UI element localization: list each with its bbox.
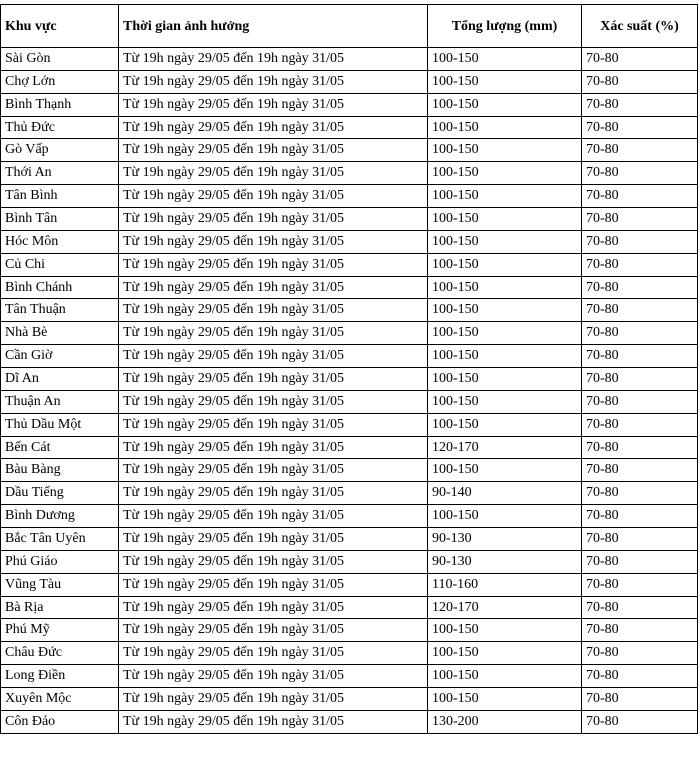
cell-probability: 70-80	[582, 139, 698, 162]
cell-area: Bắc Tân Uyên	[1, 528, 119, 551]
cell-total: 130-200	[428, 710, 582, 733]
cell-total: 100-150	[428, 116, 582, 139]
cell-total: 100-150	[428, 642, 582, 665]
cell-total: 100-150	[428, 162, 582, 185]
cell-area: Cần Giờ	[1, 345, 119, 368]
cell-total: 100-150	[428, 688, 582, 711]
cell-time: Từ 19h ngày 29/05 đến 19h ngày 31/05	[119, 642, 428, 665]
table-row	[1, 162, 698, 185]
table-row	[1, 322, 698, 345]
table-row	[1, 253, 698, 276]
cell-probability: 70-80	[582, 505, 698, 528]
cell-total: 100-150	[428, 48, 582, 71]
cell-total: 100-150	[428, 276, 582, 299]
cell-area: Phú Giáo	[1, 550, 119, 573]
cell-area: Xuyên Mộc	[1, 688, 119, 711]
table-row	[1, 573, 698, 596]
cell-probability: 70-80	[582, 345, 698, 368]
cell-total: 100-150	[428, 505, 582, 528]
cell-probability: 70-80	[582, 93, 698, 116]
cell-total: 100-150	[428, 459, 582, 482]
cell-area: Tân Thuận	[1, 299, 119, 322]
table-row	[1, 459, 698, 482]
cell-area: Phú Mỹ	[1, 619, 119, 642]
cell-area: Củ Chi	[1, 253, 119, 276]
cell-time: Từ 19h ngày 29/05 đến 19h ngày 31/05	[119, 505, 428, 528]
cell-time: Từ 19h ngày 29/05 đến 19h ngày 31/05	[119, 208, 428, 231]
cell-time: Từ 19h ngày 29/05 đến 19h ngày 31/05	[119, 459, 428, 482]
table-row	[1, 139, 698, 162]
cell-probability: 70-80	[582, 116, 698, 139]
cell-time: Từ 19h ngày 29/05 đến 19h ngày 31/05	[119, 528, 428, 551]
cell-area: Bến Cát	[1, 436, 119, 459]
cell-area: Long Điền	[1, 665, 119, 688]
header-probability: Xác suất (%)	[582, 5, 698, 48]
cell-total: 90-140	[428, 482, 582, 505]
cell-time: Từ 19h ngày 29/05 đến 19h ngày 31/05	[119, 93, 428, 116]
table-row	[1, 710, 698, 733]
cell-area: Dầu Tiếng	[1, 482, 119, 505]
cell-probability: 70-80	[582, 665, 698, 688]
cell-time: Từ 19h ngày 29/05 đến 19h ngày 31/05	[119, 436, 428, 459]
cell-area: Thới An	[1, 162, 119, 185]
cell-total: 100-150	[428, 345, 582, 368]
cell-total: 110-160	[428, 573, 582, 596]
table-row	[1, 276, 698, 299]
cell-time: Từ 19h ngày 29/05 đến 19h ngày 31/05	[119, 116, 428, 139]
cell-time: Từ 19h ngày 29/05 đến 19h ngày 31/05	[119, 688, 428, 711]
table-row	[1, 413, 698, 436]
header-total: Tổng lượng (mm)	[428, 5, 582, 48]
cell-probability: 70-80	[582, 276, 698, 299]
table-row	[1, 345, 698, 368]
cell-area: Nhà Bè	[1, 322, 119, 345]
cell-probability: 70-80	[582, 368, 698, 391]
table-row	[1, 619, 698, 642]
cell-area: Thủ Đức	[1, 116, 119, 139]
cell-time: Từ 19h ngày 29/05 đến 19h ngày 31/05	[119, 70, 428, 93]
cell-probability: 70-80	[582, 528, 698, 551]
rainfall-table	[0, 4, 698, 734]
cell-time: Từ 19h ngày 29/05 đến 19h ngày 31/05	[119, 322, 428, 345]
table-row	[1, 116, 698, 139]
table-row	[1, 185, 698, 208]
cell-total: 100-150	[428, 185, 582, 208]
cell-probability: 70-80	[582, 688, 698, 711]
cell-probability: 70-80	[582, 436, 698, 459]
cell-area: Bình Chánh	[1, 276, 119, 299]
cell-total: 100-150	[428, 70, 582, 93]
cell-area: Bình Dương	[1, 505, 119, 528]
table-row	[1, 368, 698, 391]
cell-total: 100-150	[428, 299, 582, 322]
cell-total: 100-150	[428, 665, 582, 688]
table-row	[1, 482, 698, 505]
cell-area: Bàu Bàng	[1, 459, 119, 482]
cell-probability: 70-80	[582, 70, 698, 93]
cell-total: 100-150	[428, 390, 582, 413]
table-row	[1, 93, 698, 116]
cell-probability: 70-80	[582, 482, 698, 505]
cell-time: Từ 19h ngày 29/05 đến 19h ngày 31/05	[119, 550, 428, 573]
cell-area: Côn Đảo	[1, 710, 119, 733]
cell-probability: 70-80	[582, 322, 698, 345]
cell-probability: 70-80	[582, 162, 698, 185]
cell-total: 100-150	[428, 413, 582, 436]
cell-time: Từ 19h ngày 29/05 đến 19h ngày 31/05	[119, 139, 428, 162]
cell-time: Từ 19h ngày 29/05 đến 19h ngày 31/05	[119, 345, 428, 368]
cell-area: Chợ Lớn	[1, 70, 119, 93]
cell-area: Bình Tân	[1, 208, 119, 231]
cell-probability: 70-80	[582, 642, 698, 665]
cell-time: Từ 19h ngày 29/05 đến 19h ngày 31/05	[119, 276, 428, 299]
table-row	[1, 230, 698, 253]
table-row	[1, 70, 698, 93]
cell-total: 100-150	[428, 322, 582, 345]
cell-time: Từ 19h ngày 29/05 đến 19h ngày 31/05	[119, 368, 428, 391]
cell-area: Dĩ An	[1, 368, 119, 391]
cell-probability: 70-80	[582, 230, 698, 253]
cell-probability: 70-80	[582, 710, 698, 733]
cell-time: Từ 19h ngày 29/05 đến 19h ngày 31/05	[119, 710, 428, 733]
cell-probability: 70-80	[582, 573, 698, 596]
cell-probability: 70-80	[582, 299, 698, 322]
cell-area: Tân Bình	[1, 185, 119, 208]
table-row	[1, 390, 698, 413]
cell-time: Từ 19h ngày 29/05 đến 19h ngày 31/05	[119, 573, 428, 596]
cell-probability: 70-80	[582, 550, 698, 573]
cell-area: Thuận An	[1, 390, 119, 413]
table-row	[1, 528, 698, 551]
cell-time: Từ 19h ngày 29/05 đến 19h ngày 31/05	[119, 482, 428, 505]
cell-probability: 70-80	[582, 413, 698, 436]
cell-total: 100-150	[428, 253, 582, 276]
cell-total: 100-150	[428, 139, 582, 162]
table-row	[1, 299, 698, 322]
cell-time: Từ 19h ngày 29/05 đến 19h ngày 31/05	[119, 390, 428, 413]
cell-time: Từ 19h ngày 29/05 đến 19h ngày 31/05	[119, 230, 428, 253]
cell-time: Từ 19h ngày 29/05 đến 19h ngày 31/05	[119, 48, 428, 71]
table-row	[1, 550, 698, 573]
header-time: Thời gian ảnh hưởng	[119, 5, 428, 48]
cell-total: 100-150	[428, 93, 582, 116]
cell-time: Từ 19h ngày 29/05 đến 19h ngày 31/05	[119, 185, 428, 208]
cell-time: Từ 19h ngày 29/05 đến 19h ngày 31/05	[119, 596, 428, 619]
cell-probability: 70-80	[582, 48, 698, 71]
table-header	[1, 5, 698, 48]
cell-area: Bình Thạnh	[1, 93, 119, 116]
cell-area: Bà Rịa	[1, 596, 119, 619]
cell-time: Từ 19h ngày 29/05 đến 19h ngày 31/05	[119, 162, 428, 185]
cell-time: Từ 19h ngày 29/05 đến 19h ngày 31/05	[119, 619, 428, 642]
cell-total: 100-150	[428, 368, 582, 391]
cell-area: Sài Gòn	[1, 48, 119, 71]
cell-area: Thủ Dầu Một	[1, 413, 119, 436]
cell-probability: 70-80	[582, 619, 698, 642]
cell-area: Gò Vấp	[1, 139, 119, 162]
cell-probability: 70-80	[582, 390, 698, 413]
header-area: Khu vực	[1, 5, 119, 48]
cell-probability: 70-80	[582, 253, 698, 276]
cell-total: 100-150	[428, 619, 582, 642]
cell-probability: 70-80	[582, 185, 698, 208]
table-row	[1, 665, 698, 688]
cell-time: Từ 19h ngày 29/05 đến 19h ngày 31/05	[119, 413, 428, 436]
cell-area: Hóc Môn	[1, 230, 119, 253]
cell-time: Từ 19h ngày 29/05 đến 19h ngày 31/05	[119, 665, 428, 688]
table-row	[1, 208, 698, 231]
cell-probability: 70-80	[582, 208, 698, 231]
cell-total: 100-150	[428, 208, 582, 231]
cell-total: 120-170	[428, 596, 582, 619]
cell-total: 100-150	[428, 230, 582, 253]
header-row	[1, 5, 698, 48]
table-row	[1, 596, 698, 619]
cell-area: Vũng Tàu	[1, 573, 119, 596]
cell-area: Châu Đức	[1, 642, 119, 665]
table-row	[1, 48, 698, 71]
cell-total: 90-130	[428, 550, 582, 573]
table-row	[1, 642, 698, 665]
table-row	[1, 436, 698, 459]
cell-total: 120-170	[428, 436, 582, 459]
cell-probability: 70-80	[582, 459, 698, 482]
table-row	[1, 688, 698, 711]
cell-total: 90-130	[428, 528, 582, 551]
table-body	[1, 48, 698, 734]
cell-time: Từ 19h ngày 29/05 đến 19h ngày 31/05	[119, 299, 428, 322]
table-row	[1, 505, 698, 528]
cell-probability: 70-80	[582, 596, 698, 619]
cell-time: Từ 19h ngày 29/05 đến 19h ngày 31/05	[119, 253, 428, 276]
